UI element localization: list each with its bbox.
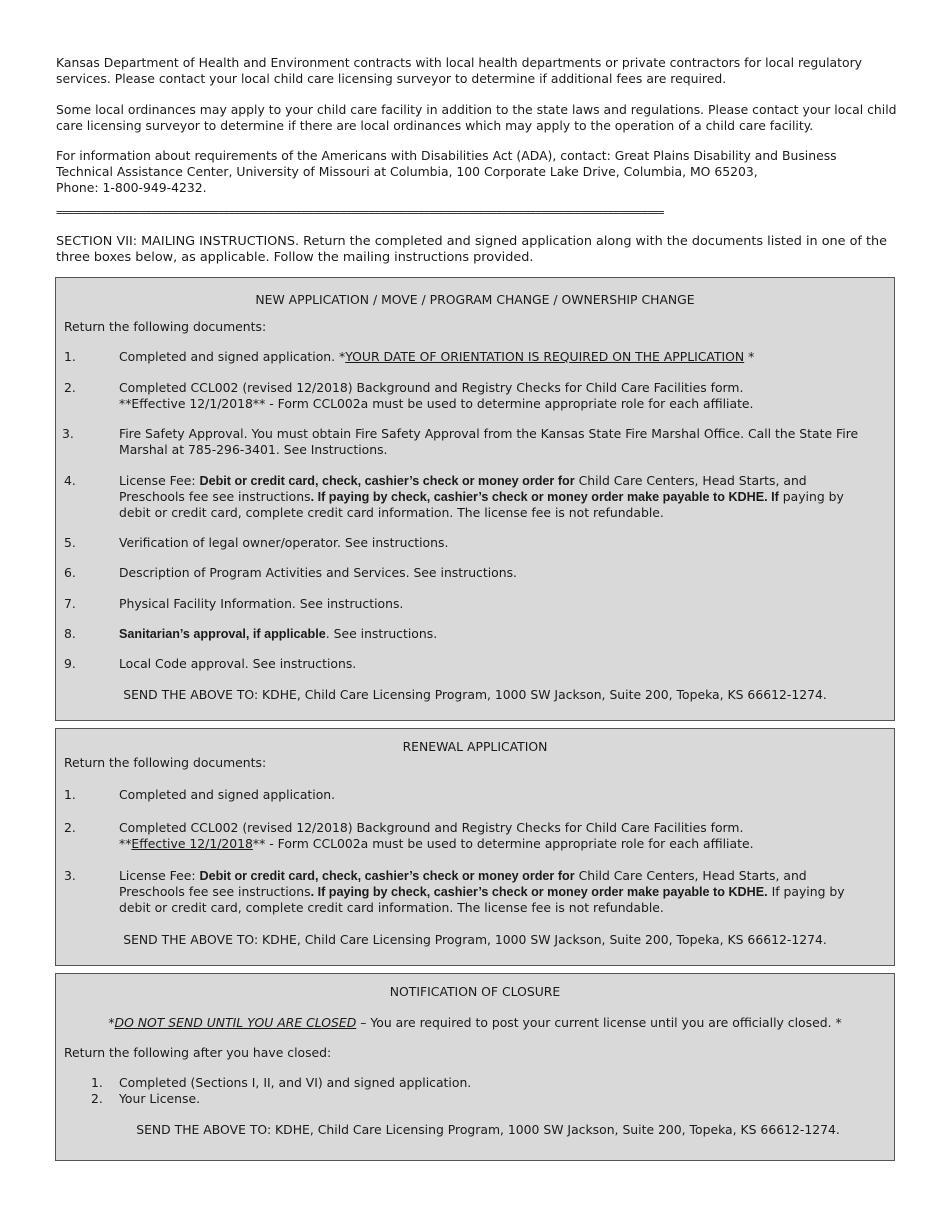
new-item-1 — [119, 349, 874, 365]
renewal-item-2 — [119, 820, 874, 852]
new-application-box — [55, 277, 895, 721]
do-not-send-note: DO NOT SEND UNTIL YOU ARE CLOSED — [114, 1015, 357, 1030]
new-item-7: Physical Facility Information. See instructions. — [119, 596, 404, 611]
new-item-2-line-2: **Effective 12/1/2018** - Form CCL002a must be used to determine appropriate role for each affiliate. — [119, 396, 754, 411]
renewal-item-2-pre: ** — [119, 836, 132, 851]
closure-warning — [56, 1015, 894, 1031]
renewal-application-box — [55, 728, 895, 966]
new-item-4-mid: Child Care Centers, Head Starts, and Preschools fee see instructions — [119, 473, 807, 504]
renewal-effective-date: Effective 12/1/2018 — [131, 836, 253, 851]
renewal-item-3-tail: If paying by debit or credit card, complete credit card information. The license fee is not refundable. — [119, 884, 845, 915]
closure-notification-title: NOTIFICATION OF CLOSURE — [389, 984, 561, 999]
intro-ada-paragraph — [56, 148, 901, 196]
closure-send-address: SEND THE ABOVE TO: KDHE, Child Care Licensing Program, 1000 SW Jackson, Suite 200, Topeka, KS 66612-1274. — [136, 1122, 840, 1137]
new-item-6: Description of Program Activities and Services. See instructions. — [119, 565, 517, 580]
ada-line-1: For information about requirements of the Americans with Disabilities Act (ADA), contact: Great Plains Disability and Business — [56, 148, 837, 163]
new-item-8-number: 8. — [64, 626, 76, 641]
renewal-item-3-bold-2: . If paying by check, cashier’s check or money order make payable to KDHE. — [310, 885, 768, 899]
renewal-item-3 — [119, 868, 874, 916]
closure-warning-text: You are required to post your current license until you are officially closed. * — [370, 1015, 842, 1030]
ada-line-3: Phone: 1-800-949-4232. — [56, 180, 207, 195]
new-item-4-lead: License Fee: — [119, 473, 200, 488]
new-item-9: Local Code approval. See instructions. — [119, 656, 357, 671]
new-item-2-number: 2. — [64, 380, 76, 395]
new-item-4-number: 4. — [64, 473, 76, 488]
closure-item-1-number: 1. — [91, 1075, 103, 1090]
new-item-1-number: 1. — [64, 349, 76, 364]
renewal-item-3-bold-1: Debit or credit card, check, cashier’s check or money order for — [199, 869, 575, 883]
renewal-return-text: Return the following documents: — [64, 755, 267, 770]
new-application-title: NEW APPLICATION / MOVE / PROGRAM CHANGE / OWNERSHIP CHANGE — [255, 292, 695, 307]
new-item-5-number: 5. — [64, 535, 76, 550]
renewal-send-address: SEND THE ABOVE TO: KDHE, Child Care Licensing Program, 1000 SW Jackson, Suite 200, Topeka, KS 66612-1274. — [123, 932, 827, 947]
section-vii-heading: SECTION VII: MAILING INSTRUCTIONS. Return the completed and signed application along with the documents listed in one of the three boxes below, as applicable. Follow the mailing instructions provided. — [56, 234, 888, 265]
renewal-item-3-lead: License Fee: — [119, 868, 200, 883]
intro-ordinance-paragraph: Some local ordinances may apply to your child care facility in addition to the state laws and regulations. Please contact your local child care licensing surveyor to determine if there are local ordinances which may apply to the operation of a child care facility. — [56, 102, 897, 133]
new-item-1-after: * — [744, 349, 755, 364]
renewal-item-2-line-1: Completed CCL002 (revised 12/2018) Background and Registry Checks for Child Care Facilities form. — [119, 820, 744, 835]
closure-notification-box — [55, 973, 895, 1161]
new-item-5: Verification of legal owner/operator. See instructions. — [119, 535, 449, 550]
closure-return-text: Return the following after you have closed: — [64, 1045, 332, 1060]
new-item-8-text: . See instructions. — [325, 626, 438, 641]
orientation-date-required-note: YOUR DATE OF ORIENTATION IS REQUIRED ON THE APPLICATION — [345, 349, 745, 364]
renewal-item-1: Completed and signed application. — [119, 787, 336, 802]
closure-item-2-number: 2. — [91, 1091, 103, 1106]
renewal-item-3-mid: Child Care Centers, Head Starts, and Preschools fee see instructions — [119, 868, 807, 899]
new-item-4-tail: paying by debit or credit card, complete credit card information. The license fee is not refundable. — [119, 489, 844, 520]
new-item-4-bold-1: Debit or credit card, check, cashier’s check or money order for — [199, 474, 575, 488]
renewal-item-2-post: ** - Form CCL002a must be used to determine appropriate role for each affiliate. — [252, 836, 754, 851]
new-item-4 — [119, 473, 874, 521]
renewal-item-3-number: 3. — [64, 868, 76, 883]
closure-warning-dash: – — [356, 1015, 371, 1030]
renewal-item-1-number: 1. — [64, 787, 76, 802]
renewal-item-2-number: 2. — [64, 820, 76, 835]
new-item-4-bold-2: . If paying by check, cashier’s check or money order make payable to KDHE. If — [310, 490, 779, 504]
new-item-2-line-1: Completed CCL002 (revised 12/2018) Background and Registry Checks for Child Care Facilities form. — [119, 380, 744, 395]
new-item-7-number: 7. — [64, 596, 76, 611]
new-return-text: Return the following documents: — [64, 319, 267, 334]
ada-line-2: Technical Assistance Center, University of Missouri at Columbia, 100 Corporate Lake Drive, Columbia, MO 65203, — [56, 164, 758, 179]
renewal-application-title: RENEWAL APPLICATION — [402, 739, 548, 754]
renewal-item-2-line-2 — [119, 836, 874, 852]
new-item-3-number: 3. — [62, 426, 74, 441]
new-item-8-bold: Sanitarian’s approval, if applicable — [119, 627, 326, 641]
new-item-1-text: Completed and signed application. * — [119, 349, 346, 364]
closure-item-1: Completed (Sections I, II, and VI) and signed application. — [119, 1075, 472, 1090]
new-item-6-number: 6. — [64, 565, 76, 580]
new-send-address: SEND THE ABOVE TO: KDHE, Child Care Licensing Program, 1000 SW Jackson, Suite 200, Topeka, KS 66612-1274. — [123, 687, 827, 702]
new-item-2 — [119, 380, 874, 412]
new-item-3: Fire Safety Approval. You must obtain Fire Safety Approval from the Kansas State Fire Marshal Office. Call the State Fire Marshal at 785-296-3401. See Instructions. — [119, 426, 859, 457]
closure-warning-star: * — [108, 1015, 115, 1030]
separator-line: ============================================================================================================= — [56, 206, 664, 219]
closure-item-2: Your License. — [119, 1091, 201, 1106]
new-item-9-number: 9. — [64, 656, 76, 671]
intro-regulatory-paragraph: Kansas Department of Health and Environment contracts with local health departments or private contractors for local regulatory services. Please contact your local child care licensing surveyor to determine if additional fees are required. — [56, 55, 863, 86]
new-item-8 — [119, 626, 874, 642]
